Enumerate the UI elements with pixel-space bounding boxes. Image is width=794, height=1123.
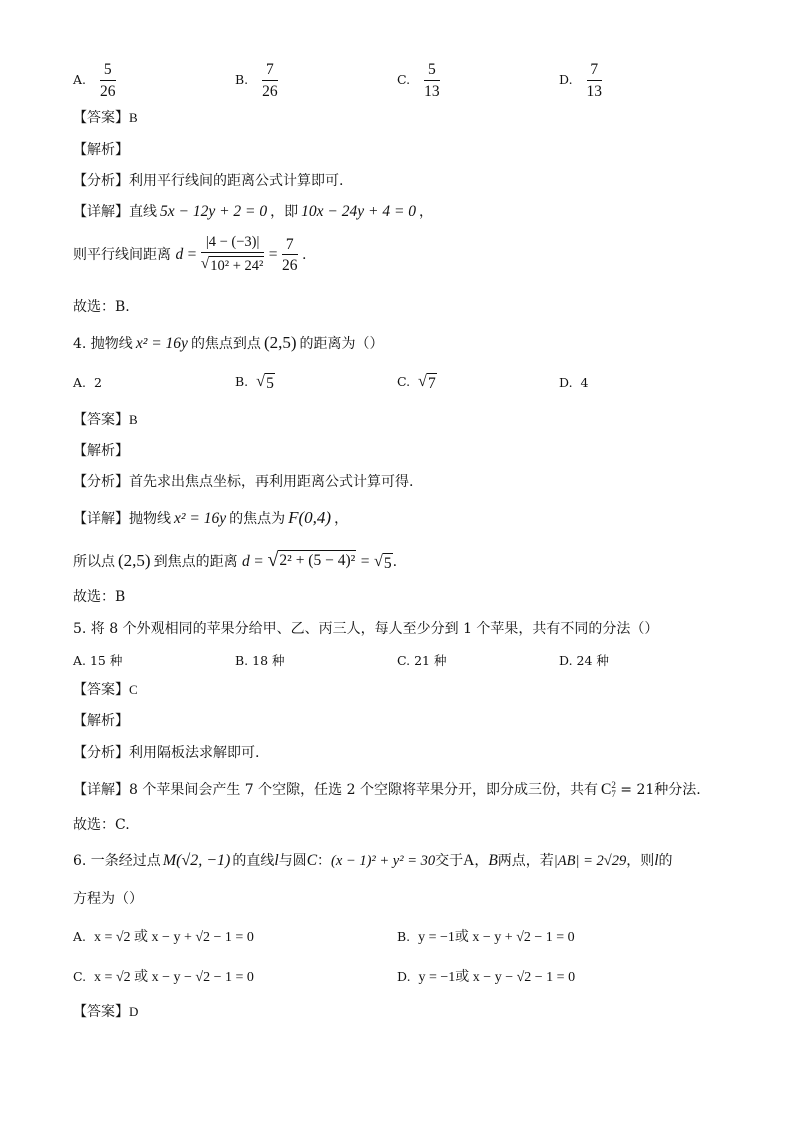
equation: x² = 16y [135, 335, 188, 352]
line-l: l [274, 852, 279, 869]
point: (2,5) [118, 551, 151, 570]
answer-tag: 【答案】 [73, 110, 129, 126]
option-value: y = −1或 x − y − √2 − 1 = 0 [418, 970, 576, 985]
denominator: 26 [100, 82, 116, 100]
option-value: 7 [427, 375, 436, 392]
q4-xiangjie [73, 508, 348, 529]
q3-option-c [397, 62, 440, 99]
chord-length: |AB| = 2√29 [553, 853, 627, 869]
radicand: 10² + 24² [210, 257, 264, 274]
q5-option-a: A. 15 种 [73, 653, 123, 668]
distance-text: 到焦点的距离 [153, 554, 238, 570]
q5-option-b: B. 18 种 [235, 653, 285, 668]
option-value: x = √2 或 x − y + √2 − 1 = 0 [93, 930, 254, 945]
numerator: |4 − (−3)| [201, 235, 264, 253]
q4-answer [73, 410, 138, 430]
distance-text: 则平行线间距离 [73, 247, 171, 263]
option-letter: A. [73, 72, 87, 87]
q5-fenxi [73, 743, 259, 763]
option-value: 5 [266, 375, 274, 392]
xiangjie-tag: 【详解】 [73, 204, 129, 220]
q5-stem: 5. 将 8 个外观相同的苹果分给甲、乙、丙三人，每人至少分到 1 个苹果，共有不同的分法（） [73, 621, 659, 637]
answer-tag: 【答案】 [73, 412, 129, 428]
q4-distance: 所以点 (2,5) 到焦点的距离 d = √ 2² + (5 − 4)² = √ 5 . [73, 549, 398, 572]
option-letter: D. [559, 72, 573, 87]
answer-value: C [129, 682, 138, 697]
q6-option-c [73, 966, 254, 986]
option-letter: C. [73, 969, 87, 984]
q5-xiangjie [73, 780, 701, 800]
q6-stem [73, 849, 673, 873]
point-a: A [463, 852, 475, 869]
q3-xiangjie [73, 202, 433, 222]
denominator: 26 [262, 82, 278, 100]
stem-text: 两点，若 [497, 853, 554, 869]
option-letter: B. [397, 929, 411, 944]
q5-option-d: D. 24 种 [559, 653, 609, 668]
q4-conclusion: 故选：B [73, 589, 126, 605]
q4-stem [73, 333, 384, 354]
numerator: 5 [100, 62, 116, 81]
q6-stem-line2: 方程为（） [73, 891, 143, 907]
point-b: B [488, 852, 498, 869]
numerator: 5 [424, 62, 440, 81]
xiangjie-text: 抛物线 [129, 511, 171, 527]
stem-text: 与圆 [278, 853, 307, 869]
stem-text: 的距离为（） [299, 336, 384, 352]
option-letter: B. [235, 72, 249, 87]
option-letter: C. [397, 72, 411, 87]
option-letter: B. [235, 374, 249, 389]
denominator: 26 [282, 257, 298, 274]
option-letter: A. [73, 375, 87, 390]
comb-sub: 7 [611, 789, 616, 800]
q5-conclusion: 故选：C. [73, 817, 130, 833]
q4-option-a [73, 375, 102, 390]
circle-equation: (x − 1)² + y² = 30 [331, 853, 436, 869]
stem-text: 4. 抛物线 [73, 336, 133, 352]
q4-option-c: C. √ 7 [397, 372, 436, 392]
radicand: 2² + (5 − 4)² [279, 552, 356, 569]
comb-sup: 2 [611, 780, 616, 791]
fraction [262, 62, 278, 99]
punctuation: ， [419, 204, 434, 220]
option-value: x = √2 或 x − y − √2 − 1 = 0 [94, 970, 254, 985]
numerator: 7 [587, 62, 603, 81]
fraction [100, 62, 116, 99]
xiangjie-text: 直线 [129, 204, 157, 220]
variable-d: d [175, 246, 184, 263]
q4-fenxi [73, 472, 413, 492]
variable-d: d [242, 553, 250, 570]
option-value: 4 [580, 375, 589, 390]
stem-text: ，则 [626, 853, 655, 869]
line-l: l [654, 852, 659, 869]
denominator: √ 10² + 24² [200, 254, 264, 274]
q4-analysis-tag: 【解析】 [73, 443, 129, 459]
option-value: y = −1或 x − y + √2 − 1 = 0 [418, 930, 575, 945]
numerator: 7 [282, 237, 298, 256]
circle-c: C [306, 852, 318, 869]
fraction [587, 62, 603, 99]
q3-analysis-tag: 【解析】 [73, 142, 129, 158]
xiangjie-text: ，即 [270, 204, 299, 220]
answer-value: B [129, 412, 138, 427]
sqrt-result: √ 5 [373, 552, 392, 572]
punctuation: ， [334, 511, 349, 527]
distance-text: 所以点 [73, 554, 115, 570]
punctuation: ， [474, 853, 489, 869]
q5-analysis-tag: 【解析】 [73, 713, 129, 729]
fenxi-tag: 【分析】 [73, 173, 129, 189]
combination [601, 781, 616, 798]
option-letter: D. [559, 375, 573, 390]
fenxi-tag: 【分析】 [73, 745, 129, 761]
option-letter: C. [397, 374, 411, 389]
equation: 5x − 12y + 2 = 0 [160, 203, 268, 220]
radicand: 5 [383, 555, 392, 572]
option-letter: A. [73, 929, 87, 944]
equation: 10x − 24y + 4 = 0 [301, 203, 417, 220]
stem-text: 6. 一条经过点 [73, 853, 161, 869]
fenxi-tag: 【分析】 [73, 474, 129, 490]
punctuation: ： [317, 853, 332, 869]
xiangjie-tag: 【详解】 [73, 782, 129, 798]
fenxi-text: 利用隔板法求解即可. [129, 745, 260, 761]
result-fraction [282, 237, 298, 274]
option-value: 2 [93, 375, 102, 390]
answer-tag: 【答案】 [73, 682, 129, 698]
q6-option-b [397, 926, 575, 946]
q5-answer [73, 680, 138, 700]
stem-text: 交于 [435, 853, 464, 869]
answer-value: B [129, 110, 138, 125]
q6-option-a [73, 926, 254, 946]
q3-option-b [235, 62, 278, 99]
q3-fenxi [73, 171, 343, 191]
answer-value: D [129, 1004, 139, 1019]
denominator: 13 [424, 82, 440, 100]
xiangjie-tag: 【详解】 [73, 511, 129, 527]
point-m: M(√2, −1) [162, 852, 231, 869]
sqrt-expression: √ 2² + (5 − 4)² [267, 549, 356, 571]
distance-fraction [201, 235, 264, 274]
stem-text: 的直线 [232, 853, 275, 869]
stem-text: 的焦点到点 [190, 336, 261, 352]
q3-option-a [73, 62, 116, 99]
q4-option-d [559, 375, 588, 390]
q4-option-b: B. √ 5 [235, 372, 274, 392]
option-letter: D. [397, 969, 411, 984]
denominator: 13 [586, 82, 603, 100]
focus-point: F(0,4) [288, 508, 332, 527]
fenxi-text: 利用平行线间的距离公式计算即可. [129, 173, 344, 189]
fenxi-text: 首先求出焦点坐标，再利用距离公式计算可得. [129, 474, 414, 490]
stem-text: 的 [658, 853, 673, 869]
point: (2,5) [263, 333, 297, 352]
q6-answer [73, 1002, 138, 1022]
q3-answer [73, 108, 138, 128]
q3-distance: 则平行线间距离 d = |4 − (−3)| √ 10² + 24² = $\frac{7}{26}$ . [73, 234, 307, 274]
q6-option-d [397, 966, 575, 986]
xiangjie-text: = 21种分法. [615, 782, 701, 798]
numerator: 7 [262, 62, 278, 81]
equation: x² = 16y [174, 510, 227, 527]
q5-option-c: C. 21 种 [397, 653, 447, 668]
fraction [424, 62, 440, 99]
xiangjie-text: 8 个苹果间会产生 7 个空隙，任选 2 个空隙将苹果分开，即分成三份，共有 [129, 782, 598, 798]
comb-symbol: C [600, 781, 612, 798]
q3-conclusion: 故选：B. [73, 299, 130, 315]
answer-tag: 【答案】 [73, 1004, 129, 1020]
xiangjie-text: 的焦点为 [229, 511, 286, 527]
q3-option-d [559, 62, 602, 99]
